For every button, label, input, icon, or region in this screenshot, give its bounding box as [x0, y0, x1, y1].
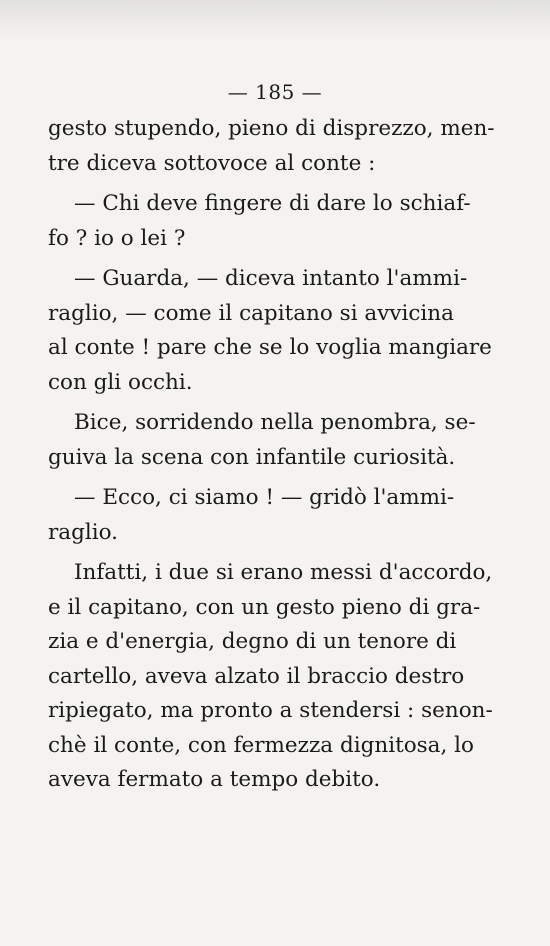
text-line: chè il conte, con fermezza dignitosa, lo — [48, 732, 474, 758]
text-line: con gli occhi. — [48, 369, 193, 395]
text-line: al conte ! pare che se lo voglia mangiare — [48, 335, 492, 360]
text-line: e il capitano, con un gesto pieno di gra- — [48, 594, 481, 620]
text-line: cartello, aveva alzato il braccio destro — [48, 663, 465, 689]
text-line: gesto stupendo, pieno di disprezzo, men- — [48, 116, 495, 141]
text-line: guiva la scena con infantile curiosità. — [48, 444, 456, 470]
text-line: ripiegato, ma pronto a stendersi : senon- — [48, 698, 493, 723]
text-line: aveva fermato a tempo debito. — [48, 767, 381, 792]
body-text — [48, 112, 495, 798]
text-line: raglio. — [48, 519, 119, 545]
text-line: Infatti, i due si erano messi d'accordo, — [74, 560, 493, 585]
text-line: — Guarda, — diceva intanto l'ammi- — [74, 266, 468, 291]
text-line: — Chi deve fingere di dare lo schiaf- — [74, 191, 471, 216]
text-line: — Ecco, ci siamo ! — gridò l'ammi- — [74, 485, 455, 510]
text-line: raglio, — come il capitano si avvicina — [48, 300, 454, 326]
text-line: zia e d'energia, degno di un tenore di — [48, 629, 457, 654]
text-line: fo ? io o lei ? — [48, 225, 186, 251]
text-line: Bice, sorridendo nella penombra, se- — [74, 410, 476, 435]
text-line: tre diceva sottovoce al conte : — [48, 150, 376, 176]
page-number: — 185 — — [227, 80, 323, 104]
